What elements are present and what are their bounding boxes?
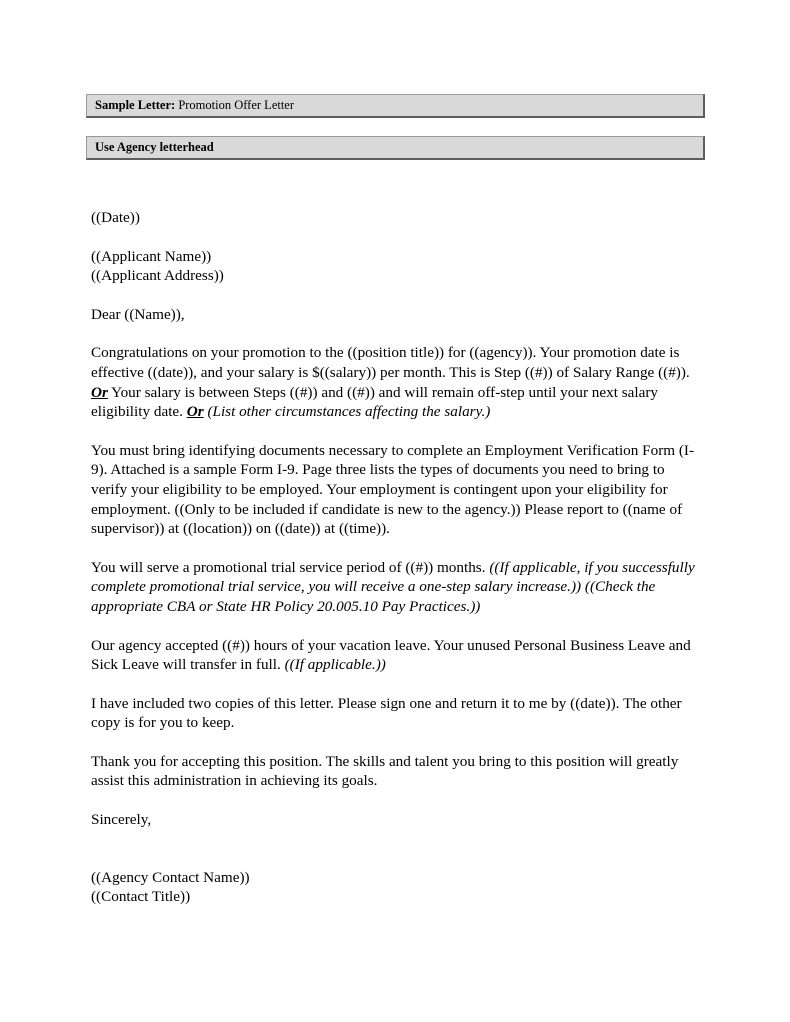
- paragraph-leave-transfer: [91, 636, 702, 675]
- banner-sample-letter-label: Sample Letter:: [95, 98, 176, 112]
- paragraph-thanks: Thank you for accepting this position. The skills and talent you bring to this position will greatly assist this administration in achieving its goals.: [91, 752, 679, 790]
- paragraph-copies: I have included two copies of this letter. Please sign one and return it to me by ((date)). The other copy is for you to keep.: [91, 694, 682, 732]
- letter-body: [91, 208, 702, 926]
- agency-contact-title: ((Contact Title)): [91, 888, 191, 906]
- signature-space: [91, 830, 702, 868]
- congrats-or-first: Or: [91, 383, 108, 401]
- paragraph-documents: You must bring identifying documents necessary to complete an Employment Verification Form (I-9). Attached is a sample Form I-9. Page three lists the types of documents you need to bring to verify your eligibility to be employed. Your employment is contingent upon your eligibility for employment. ((Only to be included if candidate is new to the agency.)) Please report to ((name of supervisor)) at ((location)) on ((date)) at ((time)).: [91, 441, 695, 538]
- congrats-text-part2: Your salary is between Steps ((#)) and ((#)) and will remain off-step until your next salary eligibility date.: [91, 383, 659, 421]
- paragraph-congratulations: [91, 343, 702, 421]
- letter-signature-block: [91, 868, 702, 907]
- applicant-address: ((Applicant Address)): [91, 267, 224, 285]
- trial-italic-note: ((If applicable, if you successfully complete promotional trial service, you will receive a one-step salary increase.)) ((Check the appropriate CBA or State HR Policy 20.005.10 Pay Practices.)): [91, 558, 695, 615]
- banner-sample-letter-value: Promotion Offer Letter: [175, 98, 295, 112]
- agency-contact-name: ((Agency Contact Name)): [91, 868, 250, 886]
- banner-use-agency-letterhead-label: Use Agency letterhead: [95, 140, 214, 154]
- letter-closing: Sincerely,: [91, 811, 152, 829]
- letter-salutation: Dear ((Name)),: [91, 305, 185, 323]
- trial-text-part1: You will serve a promotional trial service period of ((#)) months.: [91, 558, 490, 576]
- applicant-name: ((Applicant Name)): [91, 247, 212, 265]
- paragraph-trial-service: [91, 558, 702, 617]
- banner-use-agency-letterhead: [86, 136, 705, 160]
- leave-text-part1: Our agency accepted ((#)) hours of your vacation leave. Your unused Personal Business Leave and Sick Leave will transfer in full.: [91, 636, 691, 674]
- congrats-or-second: Or: [186, 403, 204, 421]
- letter-recipient-block: [91, 247, 702, 286]
- congrats-text-part1: Congratulations on your promotion to the ((position title)) for ((agency)). Your promotion date is effective ((date)), and your salary is $((salary)) per month. This is Step ((#)) of Salary Range ((#)).: [91, 344, 690, 381]
- letter-date: ((Date)): [91, 209, 140, 226]
- leave-italic-note: ((If applicable.)): [284, 656, 386, 674]
- congrats-italic-note: (List other circumstances affecting the salary.): [207, 403, 491, 421]
- banner-sample-letter: [86, 94, 705, 118]
